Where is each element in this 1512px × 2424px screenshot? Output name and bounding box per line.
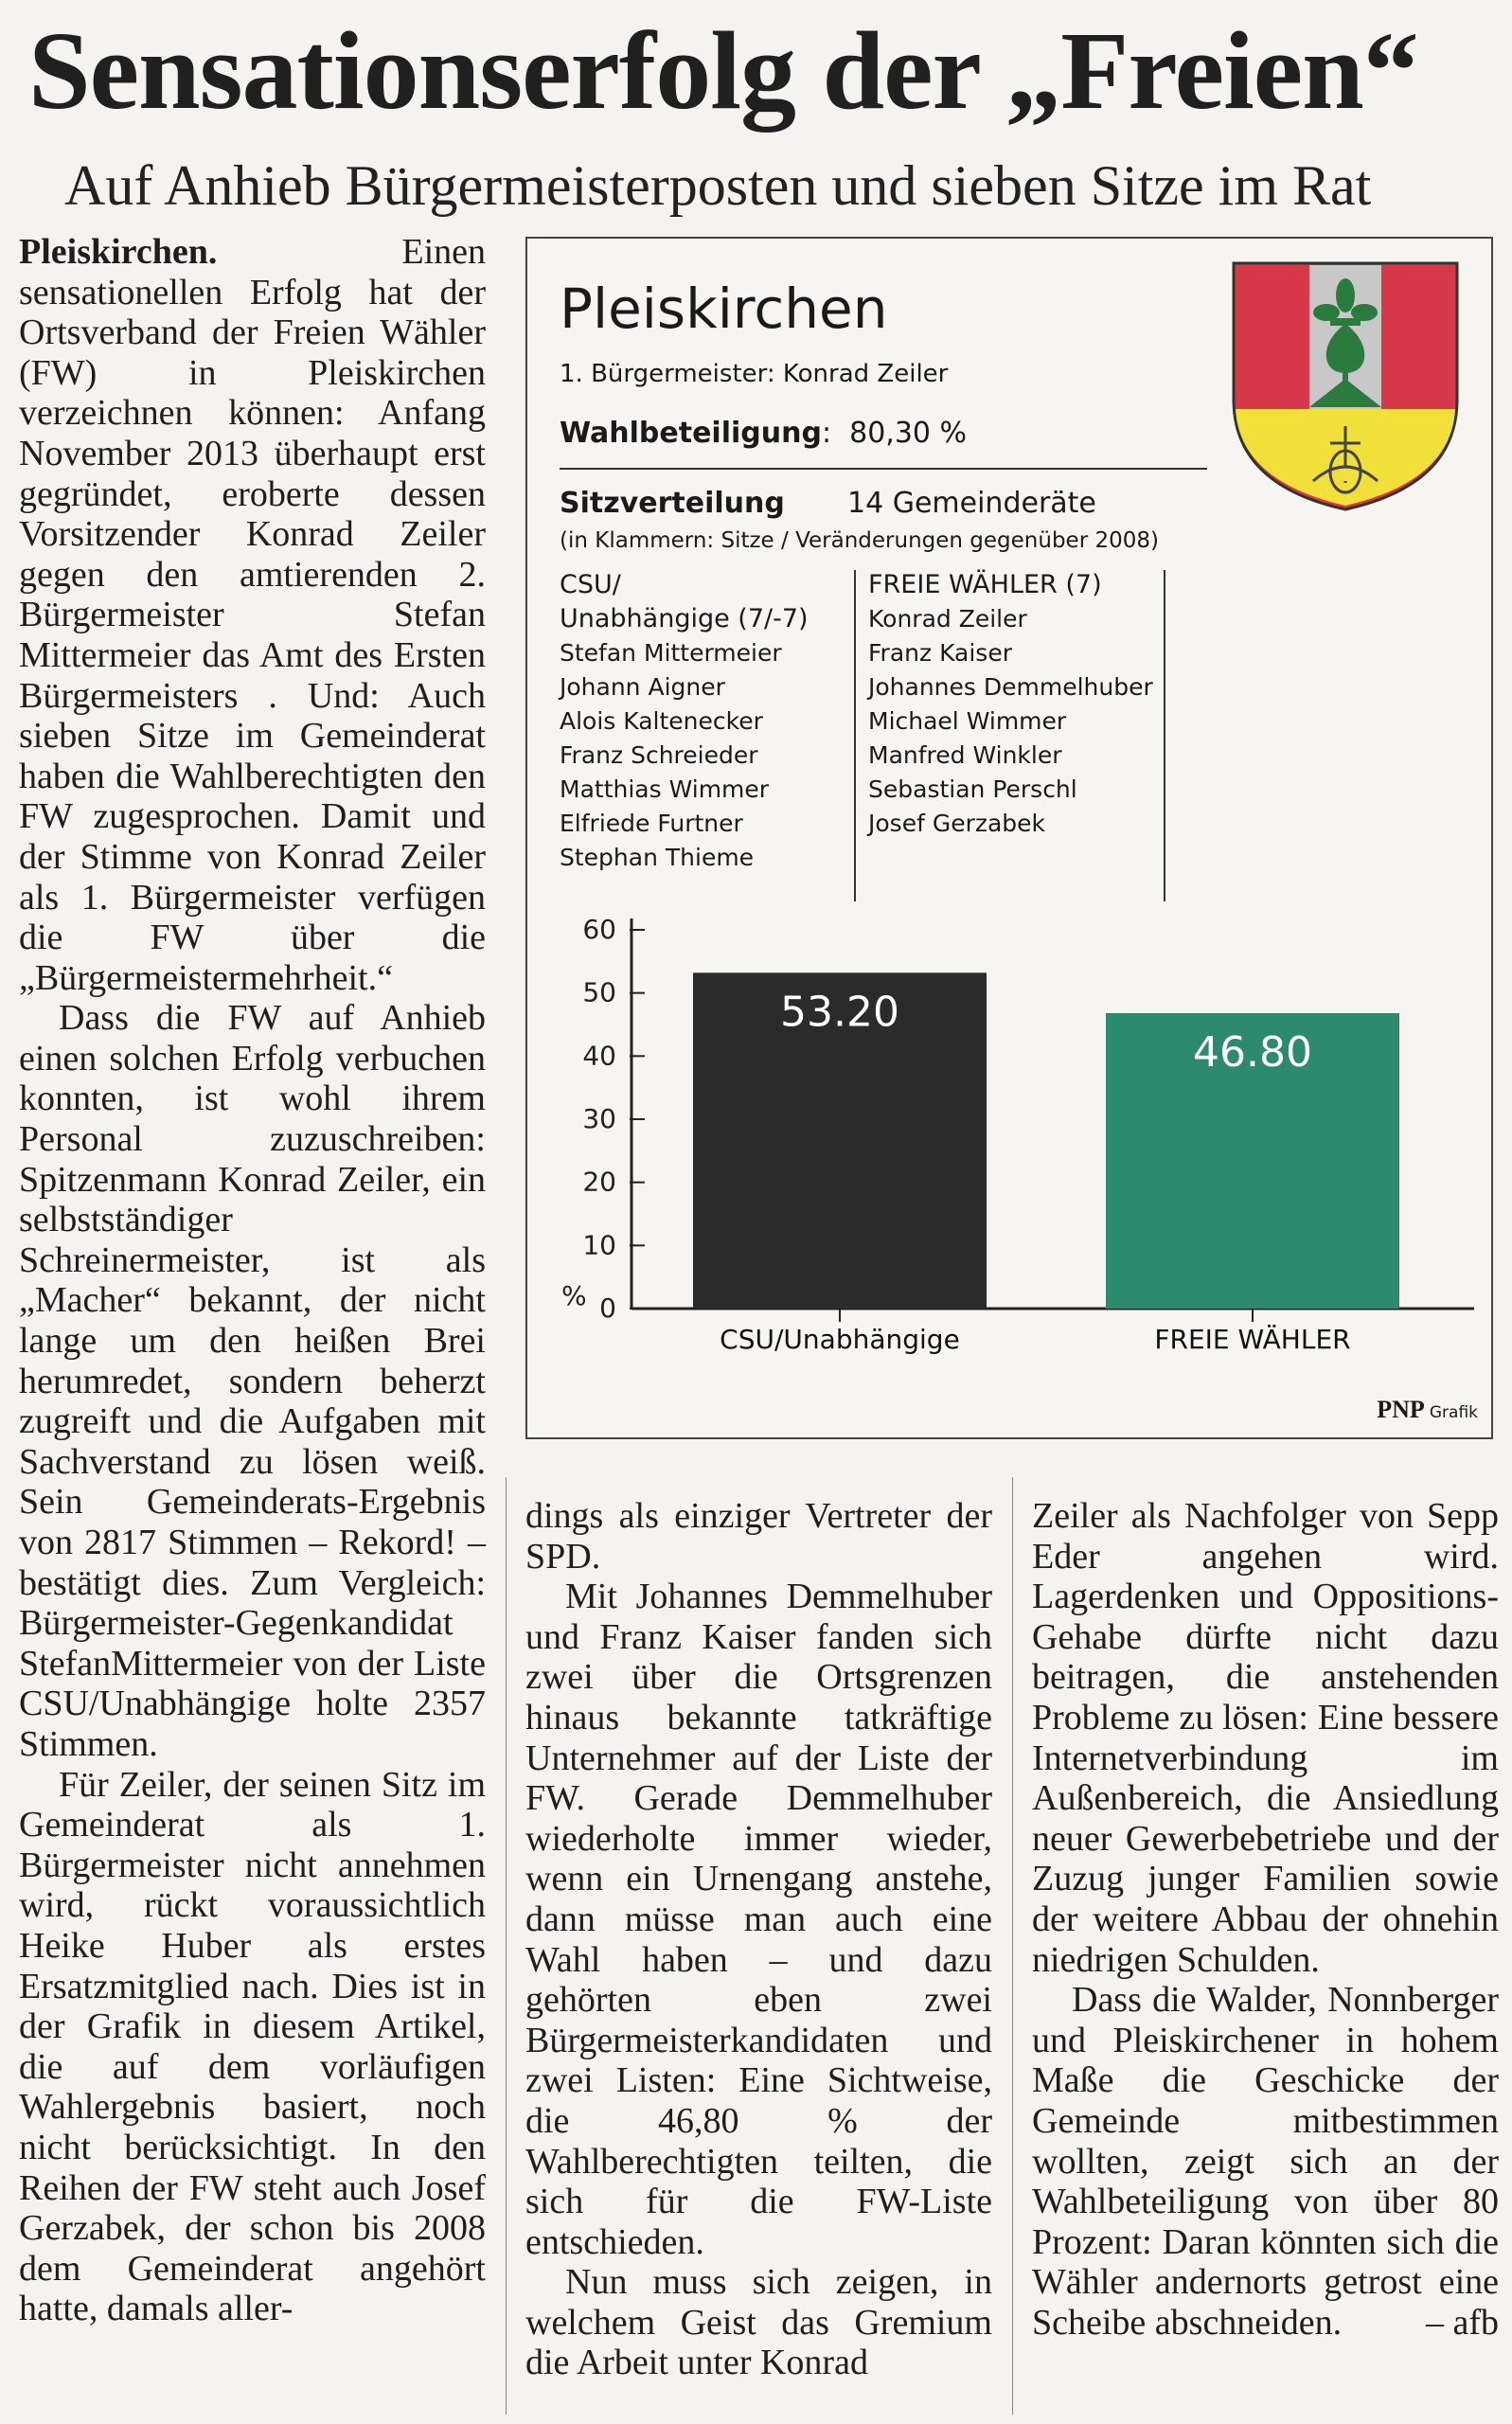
paragraph bbox=[1032, 1980, 1499, 2343]
paragraph: Zeiler als Nachfolger von Sepp Eder angehen wird. Lagerdenken und Oppositions-Gehabe dürfte nicht dazu beitragen, die anstehenden Probleme zu lösen: Eine bessere Internetverbindung im Außenbereich, die Ansiedlung neuer Gewerbebetriebe und der Zuzug junger Familien sowie der weitere Abbau der ohnehin niedrigen Schulden. bbox=[1032, 1496, 1499, 1980]
infobox-turnout: Wahlbeteiligung: 80,30 % bbox=[560, 417, 968, 450]
paragraph-text: Einen sensationellen Erfolg hat der Ortsverband der Freien Wähler (FW) in Pleiskirchen verzeichnen können: Anfang November 2013 überhaupt erst gegründet, eroberte dessen Vorsitzender Konrad Zeiler gegen den amtierenden 2. Bürgermeister Stefan Mittermeier das Amt des Ersten Bürgermeisters . Und: Auch sieben Sitze im Gemeinderat haben die Wahlberechtigten den FW zugesprochen. Damit und der Stimme von Konrad Zeiler als 1. Bürgermeister verfügen die FW über die „Bürgermeistermehrheit.“ bbox=[19, 232, 486, 998]
article-column-2 bbox=[525, 1496, 992, 2383]
member-name: Konrad Zeiler bbox=[868, 605, 1027, 633]
column-divider bbox=[1012, 1477, 1013, 2415]
party-list-csu bbox=[560, 568, 809, 875]
party-name: CSU/ bbox=[560, 570, 621, 599]
member-name: Elfriede Furtner bbox=[560, 810, 743, 837]
infobox-title: Pleiskirchen bbox=[560, 276, 888, 341]
author-sign: – afb bbox=[1425, 2302, 1499, 2343]
party-name: FREIE WÄHLER (7) bbox=[868, 570, 1102, 599]
x-tick-label: FREIE WÄHLER bbox=[1154, 1324, 1351, 1355]
paragraph: Mit Johannes Demmelhuber und Franz Kaiser fanden sich zwei über die Ortsgrenzen hinaus bekannte tatkräftige Unternehmer auf der Liste der FW. Gerade Demmelhuber wiederholte immer wieder, wenn ein Urnengang anstehe, dann müsse man auch eine Wahl haben – und dazu gehörten eben zwei Bürgermeisterkandidaten und zwei Listen: Eine Sichtweise, die 46,80 % der Wahlberechtigten teilten, die sich für die FW-Liste entschieden. bbox=[525, 1577, 992, 2262]
list-divider bbox=[854, 570, 856, 901]
paragraph: Nun muss sich zeigen, in welchem Geist das Gremium die Arbeit unter Konrad bbox=[525, 2262, 992, 2383]
bar-value-label: 53.20 bbox=[780, 988, 899, 1037]
seats-count: 14 Gemeinderäte bbox=[847, 487, 1096, 520]
article-column-3 bbox=[1032, 1496, 1499, 2343]
y-tick-label: 40 bbox=[582, 1040, 616, 1072]
graphic-credit bbox=[1377, 1396, 1478, 1424]
member-name: Franz Schreieder bbox=[560, 741, 758, 769]
election-infobox bbox=[525, 237, 1493, 1439]
credit-main: PNP bbox=[1377, 1396, 1424, 1423]
y-tick-label: 20 bbox=[582, 1166, 616, 1198]
member-name: Michael Wimmer bbox=[868, 707, 1067, 735]
paragraph-text: Dass die Walder, Nonnberger und Pleiskirchener in hohem Maße die Geschicke der Gemeinde mitbestimmen wollten, zeigt sich an der Wahlbeteiligung von über 80 Prozent: Daran könnten sich die Wähler andernorts getrost eine Scheibe abschneiden. bbox=[1032, 1980, 1499, 2343]
turnout-label: Wahlbeteiligung bbox=[560, 417, 822, 450]
y-tick-label: 50 bbox=[582, 976, 616, 1008]
seats-label: Sitzverteilung bbox=[560, 487, 785, 520]
party-list-fw bbox=[868, 568, 1153, 841]
party-name: Unabhängige (7/-7) bbox=[560, 604, 809, 633]
member-name: Johann Aigner bbox=[560, 673, 725, 701]
y-tick-label: 0 bbox=[599, 1292, 616, 1324]
paragraph: Für Zeiler, der seinen Sitz im Gemeinderat als 1. Bürgermeister nicht annehmen wird, rückt voraussichtlich Heike Huber als erstes Ersatzmitglied nach. Dies ist in der Grafik in diesem Artikel, die auf dem vorläufigen Wahlergebnis basiert, noch nicht berücksichtigt. In den Reihen der FW steht auch Josef Gerzabek, der schon bis 2008 dem Gemeinderat angehört hatte, damals aller- bbox=[19, 1764, 486, 2329]
headline: Sensationserfolg der „Freien“ bbox=[28, 9, 1418, 133]
member-name: Matthias Wimmer bbox=[560, 775, 770, 803]
article-column-1 bbox=[19, 232, 486, 2329]
member-name: Sebastian Perschl bbox=[868, 775, 1077, 803]
column-divider bbox=[506, 1477, 507, 2415]
chart-bars bbox=[693, 972, 1399, 1355]
y-tick-label: 10 bbox=[582, 1229, 616, 1261]
list-divider bbox=[1164, 570, 1165, 901]
y-axis-label: % bbox=[561, 1280, 587, 1311]
coat-of-arms bbox=[1228, 258, 1463, 515]
x-tick-label: CSU/Unabhängige bbox=[720, 1324, 960, 1355]
member-name: Johannes Demmelhuber bbox=[868, 673, 1153, 701]
paragraph bbox=[19, 232, 486, 998]
turnout-value: 80,30 % bbox=[849, 417, 968, 450]
y-tick-label: 60 bbox=[582, 914, 616, 945]
member-name: Josef Gerzabek bbox=[868, 810, 1046, 837]
infobox-divider bbox=[560, 468, 1207, 470]
y-tick-label: 30 bbox=[582, 1103, 616, 1134]
lead-place: Pleiskirchen. bbox=[19, 232, 218, 272]
seats-note: (in Klammern: Sitze / Veränderungen gegenüber 2008) bbox=[560, 528, 1159, 553]
member-name: Stefan Mittermeier bbox=[560, 639, 782, 667]
member-name: Stephan Thieme bbox=[560, 844, 755, 871]
paragraph: dings als einziger Vertreter der SPD. bbox=[525, 1496, 992, 1577]
member-name: Alois Kaltenecker bbox=[560, 707, 763, 735]
infobox-mayor: 1. Bürgermeister: Konrad Zeiler bbox=[560, 360, 949, 388]
member-name: Franz Kaiser bbox=[868, 639, 1012, 667]
subheadline: Auf Anhieb Bürgermeisterposten und sieben Sitze im Rat bbox=[64, 154, 1372, 217]
results-chart bbox=[527, 901, 1491, 1375]
member-name: Manfred Winkler bbox=[868, 741, 1062, 769]
paragraph: Dass die FW auf Anhieb einen solchen Erfolg verbuchen konnten, ist wohl ihrem Personal zuzuschreiben: Spitzenmann Konrad Zeiler, ein selbstständiger Schreinermeister, ist als „Macher“ bekannt, der nicht lange um den heißen Brei herumredet, sondern beherzt zugreift und die Aufgaben mit Sachverstand zu lösen weiß. Sein Gemeinderats-Ergebnis von 2817 Stimmen – Rekord! – bestätigt dies. Zum Vergleich: Bürgermeister-Gegenkandidat StefanMittermeier von der Liste CSU/Unabhängige holte 2357 Stimmen. bbox=[19, 998, 486, 1764]
credit-sub: Grafik bbox=[1429, 1403, 1478, 1422]
bar-value-label: 46.80 bbox=[1193, 1028, 1312, 1077]
